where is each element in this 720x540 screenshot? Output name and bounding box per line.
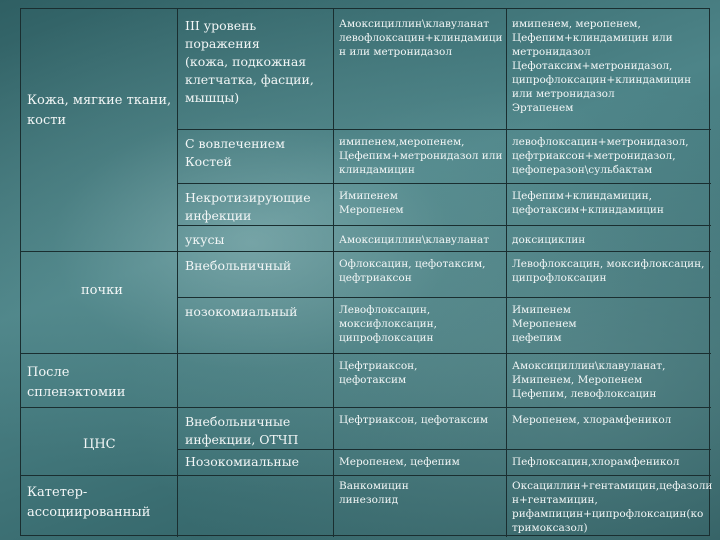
row-divider bbox=[177, 183, 711, 184]
row-condition: С вовлечением Костей bbox=[185, 136, 285, 169]
row-divider bbox=[21, 353, 711, 354]
row-first-line: Цефтриаксон, цефотаксим bbox=[339, 360, 418, 386]
row-alternative: Имипенем Меропенем цефепим bbox=[512, 304, 577, 344]
column-divider bbox=[177, 9, 178, 537]
row-first-line: Амоксициллин\клавуланат левофлоксацин+клиндамици н или метронидазол bbox=[339, 18, 503, 58]
row-condition: Нозокомиальные bbox=[185, 454, 300, 469]
row-first-line: Имипенем Меропенем bbox=[339, 190, 404, 216]
row-alternative: Оксациллин+гентамицин,цефазоли н+гентамицин, рифампицин+ципрофлоксацин(ко тримоксазол) bbox=[512, 480, 713, 534]
row-condition: Некротизирующие инфекции bbox=[185, 190, 311, 223]
row-first-line: имипенем,меропенем, Цефепим+метронидазол или клиндамицин bbox=[339, 136, 503, 176]
row-alternative: доксициклин bbox=[512, 234, 586, 246]
row-condition: III уровень поражения (кожа, подкожная клетчатка, фасции, мышцы) bbox=[185, 18, 314, 105]
category-catheter: Катетер- ассоциированный bbox=[27, 485, 151, 520]
row-divider bbox=[21, 251, 711, 252]
row-divider bbox=[21, 475, 711, 476]
row-first-line: Ванкомицин линезолид bbox=[339, 480, 409, 506]
row-alternative: левофлоксацин+метронидазол, цефтриаксон+метронидазол, цефоперазон\сульбактам bbox=[512, 136, 689, 176]
row-alternative: Пефлоксацин,хлорамфеникол bbox=[512, 456, 680, 468]
row-alternative: Меропенем, хлорамфеникол bbox=[512, 414, 672, 426]
row-alternative: Амоксициллин\клавуланат, Имипенем, Меропенем Цефепим, левофлоксацин bbox=[512, 360, 666, 400]
row-first-line: Левофлоксацин, моксифлоксацин, ципрофлоксацин bbox=[339, 304, 437, 344]
row-first-line: Меропенем, цефепим bbox=[339, 456, 460, 468]
row-alternative: Цефепим+клиндамицин, цефотаксим+клиндамицин bbox=[512, 190, 664, 216]
category-kidneys: почки bbox=[81, 283, 123, 298]
row-first-line: Амоксициллин\клавуланат bbox=[339, 234, 490, 246]
row-divider bbox=[177, 449, 711, 450]
row-divider bbox=[177, 225, 711, 226]
row-alternative: имипенем, меропенем, Цефепим+клиндамицин или метронидазол Цефотаксим+метронидазол, ципрофлоксацин+клиндамицин или метронидазол Эртапенем bbox=[512, 18, 692, 114]
row-alternative: Левофлоксацин, моксифлоксацин, ципрофлоксацин bbox=[512, 258, 705, 284]
antibiotic-table bbox=[20, 8, 713, 536]
row-condition: укусы bbox=[185, 232, 225, 247]
row-condition: Внебольничный bbox=[185, 258, 292, 273]
category-cns: ЦНС bbox=[83, 437, 116, 452]
column-divider bbox=[333, 9, 334, 537]
row-first-line: Офлоксацин, цефотаксим, цефтриаксон bbox=[339, 258, 486, 284]
row-divider bbox=[21, 407, 711, 408]
row-condition: нозокомиальный bbox=[185, 304, 298, 319]
row-divider bbox=[177, 129, 711, 130]
category-splenectomy: После спленэктомии bbox=[27, 365, 126, 400]
column-divider bbox=[506, 9, 507, 537]
category-skin: Кожа, мягкие ткани, кости bbox=[27, 93, 172, 128]
row-first-line: Цефтриаксон, цефотаксим bbox=[339, 414, 488, 426]
row-condition: Внебольничные инфекции, ОТЧП bbox=[185, 414, 299, 447]
row-divider bbox=[177, 297, 711, 298]
